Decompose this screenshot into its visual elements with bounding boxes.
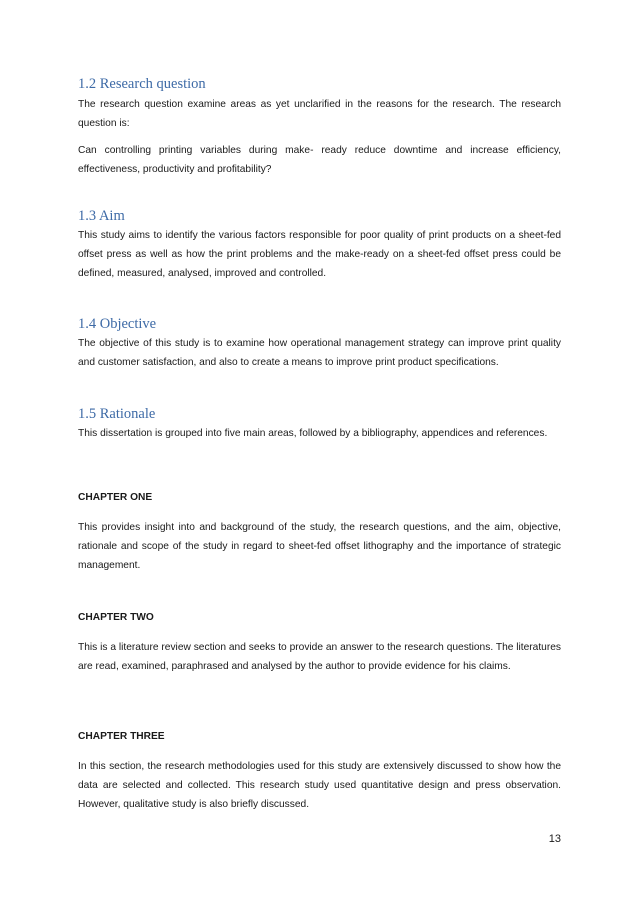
page-number: 13 xyxy=(548,833,561,845)
section-heading-aim: 1.3 Aim xyxy=(78,208,125,224)
chapter-two-text: This is a literature review section and seeks to provide an answer to the research questions. The literatures are read, examined, paraphrased and analysed by the author to provide evidence for his claims. xyxy=(78,642,561,672)
chapter-three-title: CHAPTER THREE xyxy=(78,731,165,742)
document-page xyxy=(78,0,561,903)
paragraph-objective: The objective of this study is to examine how operational management strategy can improve print quality and customer satisfaction, and also to create a means to improve print product specifications. xyxy=(78,338,561,368)
section-heading-rationale: 1.5 Rationale xyxy=(78,406,156,422)
section-heading-research-question: 1.2 Research question xyxy=(78,76,206,92)
paragraph-aim: This study aims to identify the various factors responsible for poor quality of print products on a sheet-fed offset press as well as how the print problems and the make-ready on a sheet-fed offset press could be defined, measured, analysed, improved and controlled. xyxy=(78,230,561,279)
section-heading-objective: 1.4 Objective xyxy=(78,316,157,332)
paragraph-research-question: Can controlling printing variables during make- ready reduce downtime and increase efficiency, effectiveness, productivity and profitability? xyxy=(78,145,561,175)
chapter-one-title: CHAPTER ONE xyxy=(78,492,153,503)
paragraph-rationale: This dissertation is grouped into five main areas, followed by a bibliography, appendices and references. xyxy=(78,428,548,439)
chapter-three-text: In this section, the research methodologies used for this study are extensively discussed to show how the data are selected and collected. This research study used quantitative design and press observation. However, qualitative study is also briefly discussed. xyxy=(78,761,561,810)
chapter-two-title: CHAPTER TWO xyxy=(78,612,154,623)
chapter-one-text: This provides insight into and background of the study, the research questions, and the aim, objective, rationale and scope of the study in regard to sheet-fed offset lithography and the importance of strategic management. xyxy=(78,522,561,571)
paragraph-research-question-intro: The research question examine areas as yet unclarified in the reasons for the research. The research question is: xyxy=(78,99,561,129)
